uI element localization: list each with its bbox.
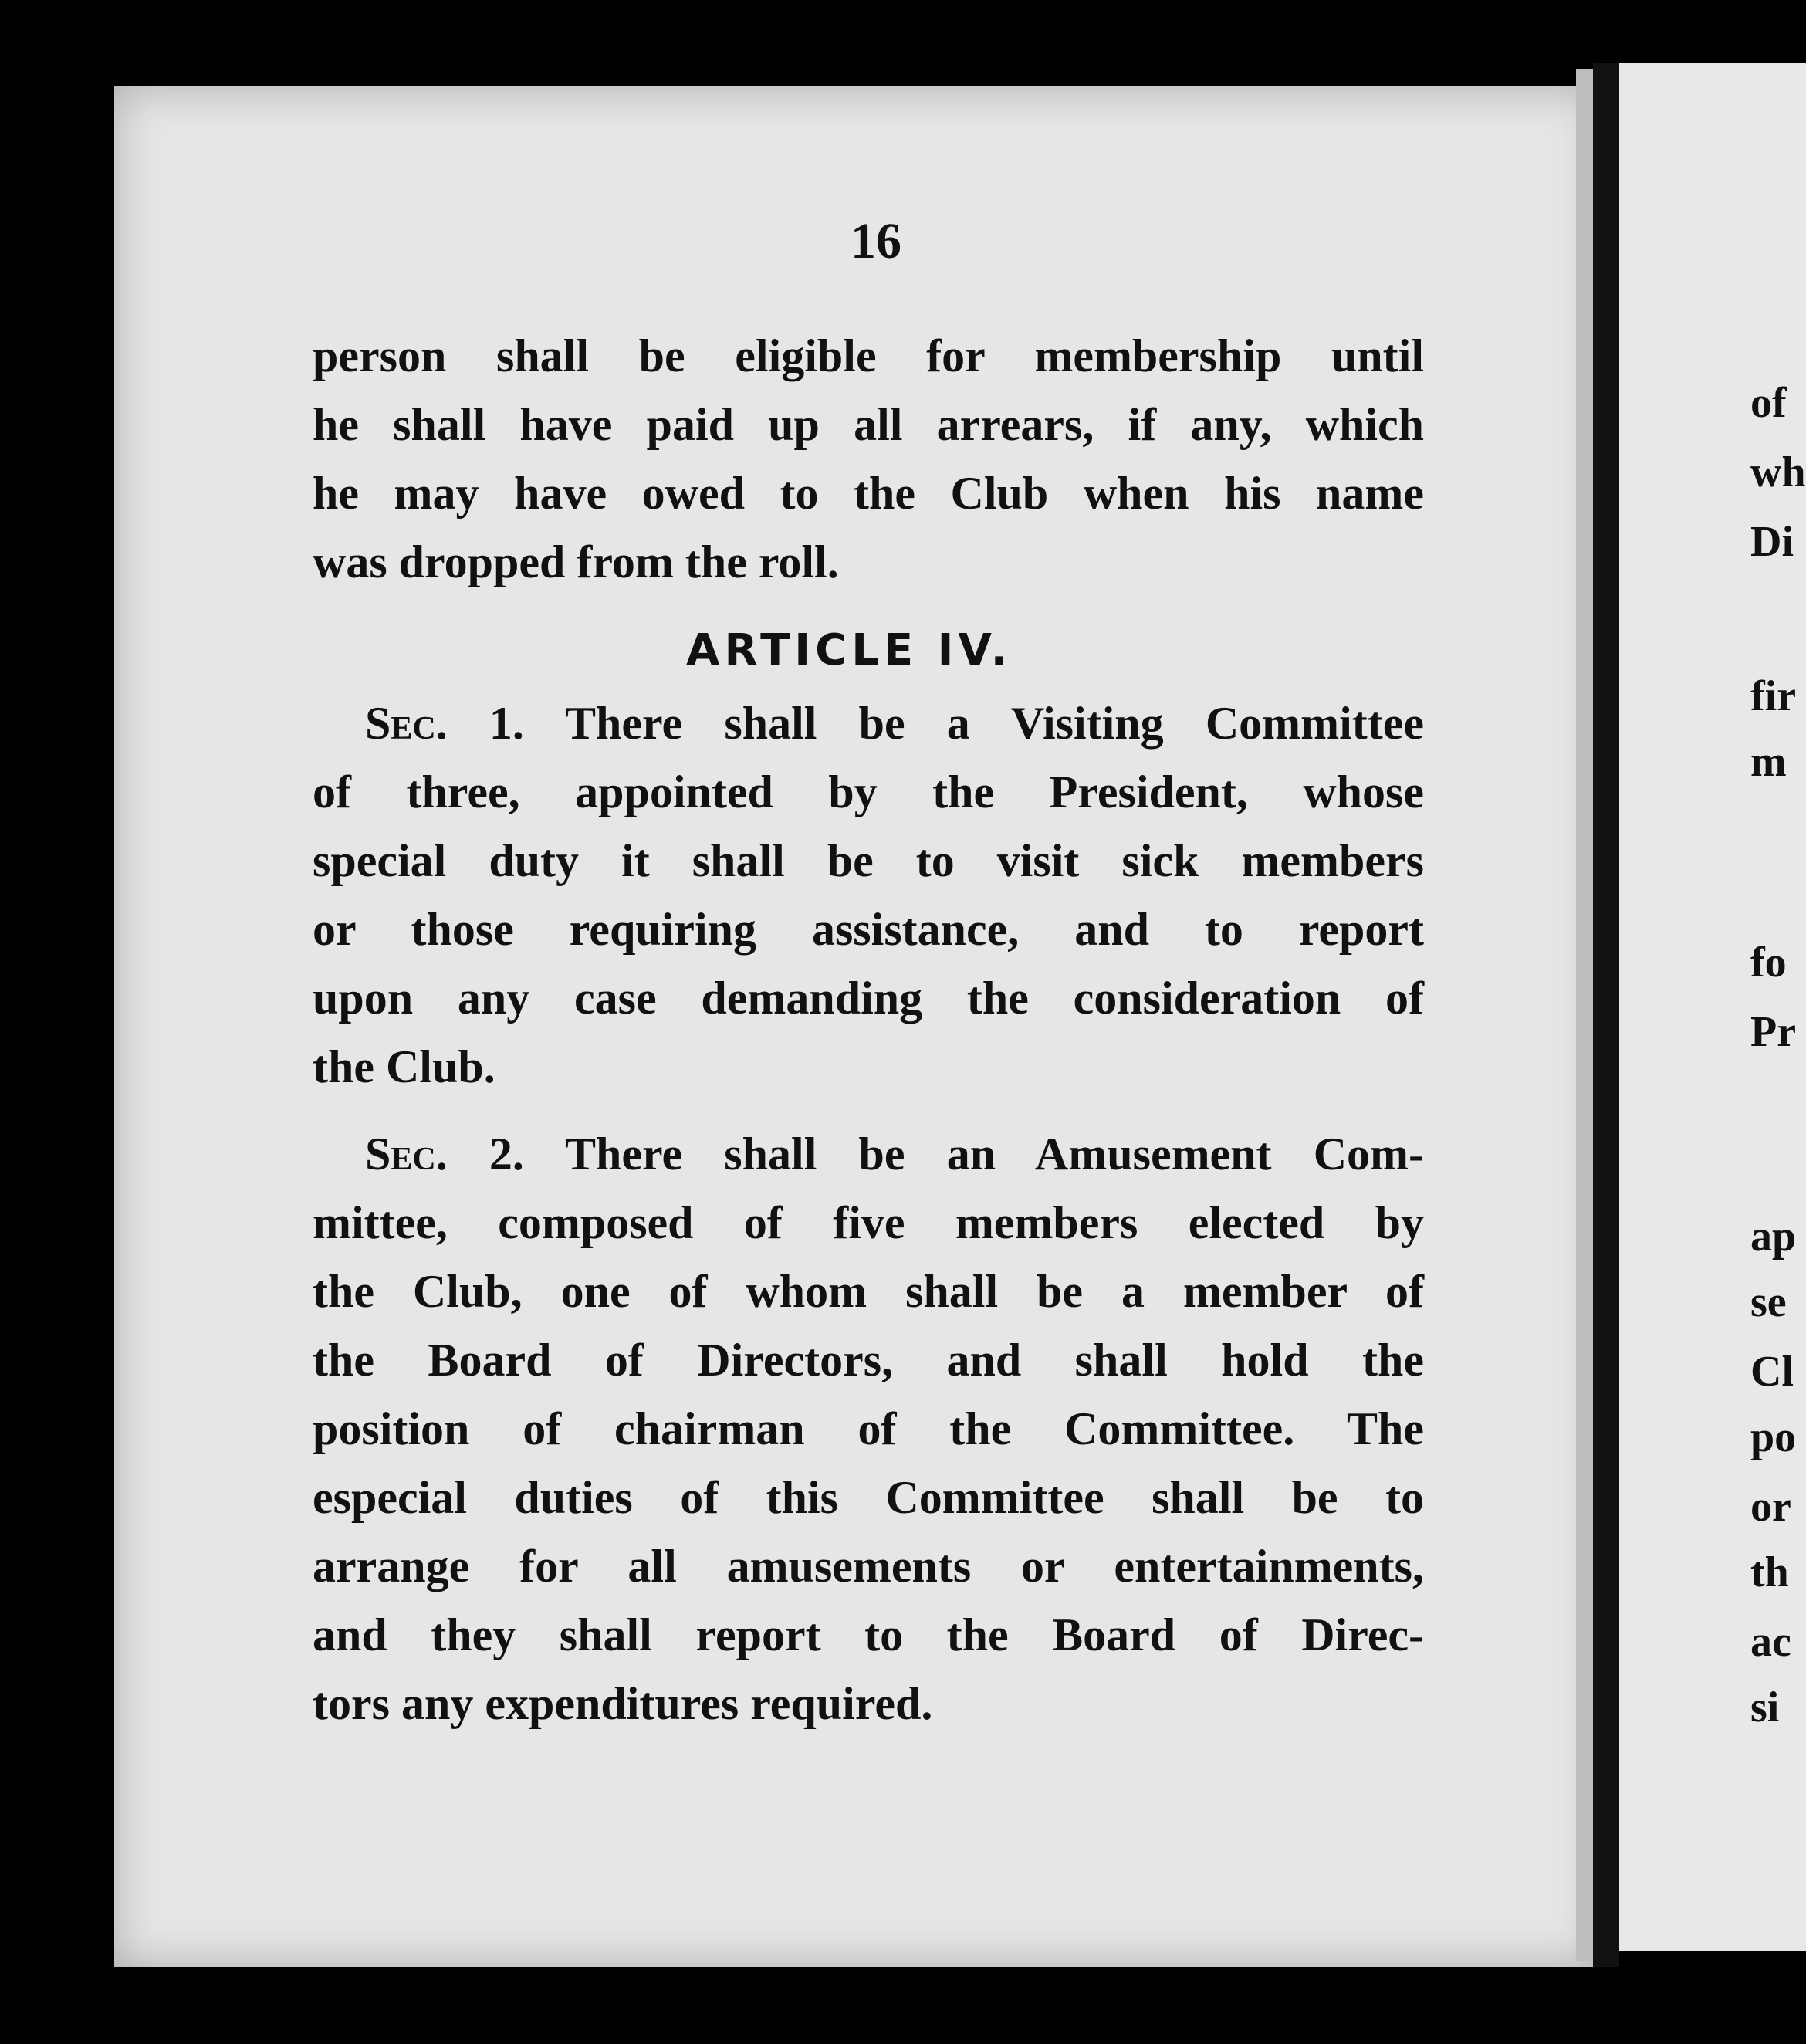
text-line: the Board of Directors, and shall hold the — [313, 1335, 1424, 1386]
text-line: upon any case demanding the consideration of — [313, 973, 1424, 1024]
right-page-fragment: Pr — [1750, 1008, 1797, 1056]
page-text — [313, 322, 1424, 1738]
text-line: the Club. — [313, 1041, 495, 1092]
right-page-fragment: of — [1750, 379, 1787, 427]
text-line: tors any expenditures required. — [313, 1678, 933, 1729]
text-line: he shall have paid up all arrears, if any, which — [313, 399, 1424, 450]
right-page-fragment: wh — [1750, 448, 1806, 496]
text-line: the Club, one of whom shall be a member of — [313, 1266, 1424, 1317]
right-page-fragment: se — [1750, 1278, 1787, 1326]
right-page-fragment: fir — [1750, 672, 1797, 720]
right-page-fragment: fo — [1750, 939, 1787, 986]
right-page-fragment: Cl — [1750, 1348, 1794, 1396]
right-page-fragment: Di — [1750, 518, 1794, 566]
page-number: 16 — [851, 213, 901, 269]
text-line: of three, appointed by the President, whose — [313, 766, 1424, 817]
book-gutter — [1593, 63, 1619, 1967]
article-heading: ARTICLE IV. — [686, 625, 1012, 675]
text-line: position of chairman of the Committee. The — [313, 1403, 1424, 1454]
text-line: was dropped from the roll. — [313, 536, 839, 587]
page-edge — [1576, 69, 1593, 1961]
right-page-fragment: m — [1750, 738, 1787, 786]
right-page-fragment: si — [1750, 1684, 1780, 1731]
section-1-first-line — [313, 689, 1424, 758]
right-page-fragment: th — [1750, 1548, 1789, 1596]
text-line: special duty it shall be to visit sick members — [313, 835, 1424, 886]
paragraph-gap — [313, 1102, 1424, 1120]
text-line: and they shall report to the Board of Direc- — [313, 1609, 1424, 1660]
right-page-fragment: ap — [1750, 1213, 1797, 1261]
section-2-first-line-text: There shall be an Amusement Com- — [564, 1129, 1424, 1179]
section-1-first-line-text: There shall be a Visiting Committee — [564, 698, 1425, 749]
text-line: especial duties of this Committee shall be to — [313, 1472, 1424, 1523]
text-line: or those requiring assistance, and to report — [313, 904, 1424, 955]
section-2-label: Sec. 2. — [365, 1129, 524, 1179]
section-2-first-line — [313, 1120, 1424, 1189]
text-line: person shall be eligible for membership until — [313, 330, 1424, 381]
text-line: mittee, composed of five members elected by — [313, 1197, 1424, 1248]
right-page-fragment: po — [1750, 1413, 1797, 1461]
section-1-label: Sec. 1. — [365, 698, 524, 749]
text-line: he may have owed to the Club when his name — [313, 468, 1424, 519]
right-page-fragment: or — [1750, 1483, 1791, 1531]
text-line: arrange for all amusements or entertainments, — [313, 1541, 1424, 1592]
right-page-fragment: ac — [1750, 1618, 1791, 1666]
